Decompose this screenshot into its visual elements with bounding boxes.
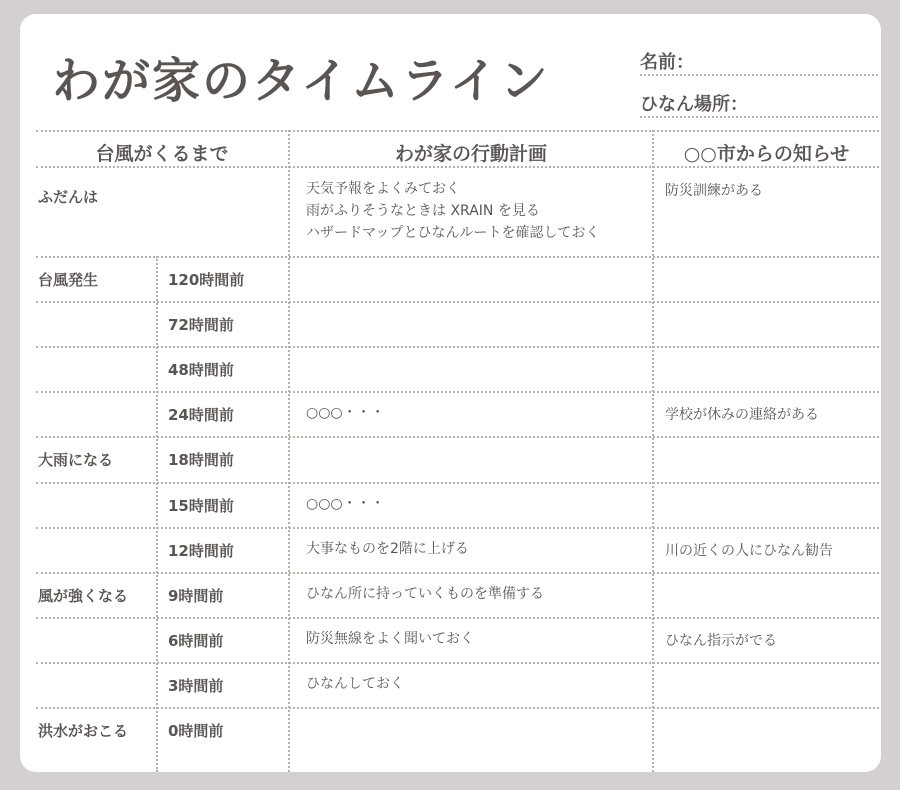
row-hours: 0時間前 (168, 722, 224, 740)
row-plan: ○○○・・・ (306, 496, 385, 512)
row-city: 学校が休みの連絡がある (665, 407, 819, 423)
divider (36, 436, 879, 438)
row-phase: 風が強くなる (38, 587, 129, 605)
row-hours: 18時間前 (168, 451, 234, 469)
normal-plan-3: ハザードマップとひなんルートを確認しておく (306, 225, 600, 241)
row-hours: 6時間前 (168, 632, 224, 650)
divider (36, 301, 879, 303)
normal-phase: ふだんは (38, 188, 99, 206)
header-family-plan: わが家の行動計画 (394, 143, 547, 165)
shelter-field[interactable] (640, 116, 878, 118)
row-plan: 大事なものを2階に上げる (306, 541, 469, 557)
column-divider (156, 256, 158, 772)
column-divider (652, 130, 654, 772)
row-hours: 120時間前 (168, 271, 245, 289)
normal-plan-2: 雨がふりそうなときは XRAIN を見る (306, 203, 540, 219)
row-hours: 48時間前 (168, 361, 234, 379)
divider (36, 707, 879, 709)
row-hours: 12時間前 (168, 542, 234, 560)
row-phase: 台風発生 (38, 271, 99, 289)
name-label: 名前： (640, 52, 694, 73)
divider (36, 130, 879, 132)
row-phase: 大雨になる (38, 451, 114, 469)
divider (36, 527, 879, 529)
row-hours: 72時間前 (168, 316, 234, 334)
row-hours: 24時間前 (168, 406, 234, 424)
row-hours: 9時間前 (168, 587, 224, 605)
row-hours: 15時間前 (168, 497, 234, 515)
row-plan: 防災無線をよく聞いておく (306, 631, 474, 647)
header-typhoon: 台風がくるまで (95, 143, 229, 165)
name-field[interactable] (640, 74, 878, 76)
divider (36, 391, 879, 393)
row-phase: 洪水がおこる (38, 722, 129, 740)
timeline-card (20, 14, 881, 772)
row-plan: ○○○・・・ (306, 405, 385, 421)
row-city: 川の近くの人にひなん勧告 (665, 543, 833, 559)
column-divider (288, 130, 290, 772)
divider (36, 482, 879, 484)
header-city-info: ○○市からの知らせ (683, 143, 850, 165)
page-title: わが家のタイムライン (52, 53, 550, 109)
divider (36, 572, 879, 574)
row-plan: ひなんしておく (306, 676, 404, 692)
divider (36, 256, 879, 258)
normal-plan-1: 天気予報をよくみておく (306, 181, 460, 197)
row-plan: ひなん所に持っていくものを準備する (306, 586, 544, 602)
divider (36, 662, 879, 664)
divider (36, 346, 879, 348)
divider (36, 166, 879, 168)
shelter-label: ひなん場所： (640, 94, 748, 115)
row-city: ひなん指示がでる (665, 633, 777, 649)
normal-city: 防災訓練がある (665, 183, 763, 199)
row-hours: 3時間前 (168, 677, 224, 695)
divider (36, 617, 879, 619)
